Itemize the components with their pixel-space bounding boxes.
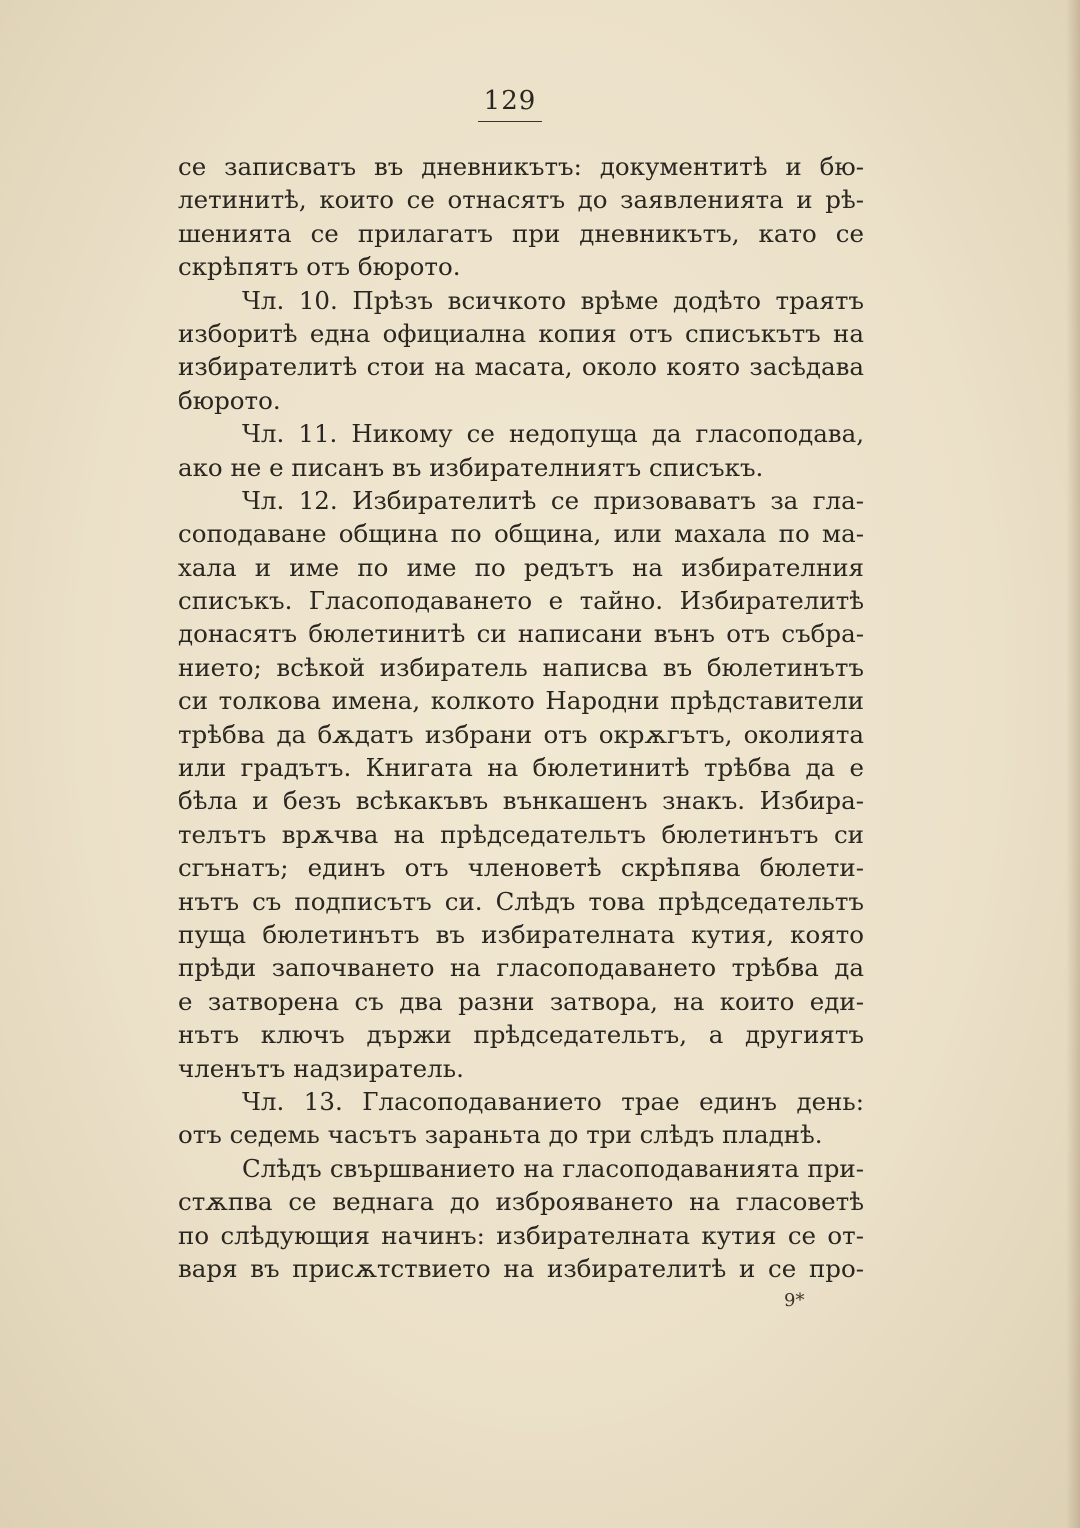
text-line: пуща бюлетинътъ въ избирателната кутия, която bbox=[178, 919, 864, 949]
text-line: стѫпва се веднага до изброяването на гласоветѣ bbox=[178, 1187, 864, 1217]
text-line: бюрото. bbox=[178, 385, 281, 415]
text-line: списъкъ. Гласоподаването е тайно. Избирателитѣ bbox=[178, 586, 864, 616]
page-edge-shadow bbox=[1066, 0, 1080, 1528]
article-12-heading-line: Чл. 12. Избирателитѣ се призоваватъ за гла- bbox=[242, 485, 864, 515]
text-line: или градътъ. Книгата на бюлетинитѣ трѣбва да е bbox=[178, 753, 864, 783]
text-line: членътъ надзиратель. bbox=[178, 1053, 464, 1083]
text-line: скрѣпятъ отъ бюрото. bbox=[178, 252, 461, 282]
text-line: изборитѣ една официална копия отъ списъкътъ на bbox=[178, 318, 864, 348]
text-line: трѣбва да бѫдатъ избрани отъ окрѫгътъ, околията bbox=[178, 719, 864, 749]
text-line: си толкова имена, колкото Народни прѣдставители bbox=[178, 686, 864, 716]
text-line: ако не е писанъ въ избирателниятъ списъкъ. bbox=[178, 452, 764, 482]
text-line: сгънатъ; единъ отъ членоветѣ скрѣпява бюлети- bbox=[178, 853, 864, 883]
article-11-heading-line: Чл. 11. Никому се недопуща да гласоподава, bbox=[242, 419, 864, 449]
text-line: по слѣдующия начинъ: избирателната кутия се от- bbox=[178, 1220, 864, 1250]
text-line: телътъ врѫчва на прѣдседательтъ бюлетинътъ си bbox=[178, 819, 864, 849]
article-13-heading-line: Чл. 13. Гласоподаванието трае единъ день: bbox=[242, 1086, 864, 1116]
text-line: варя въ присѫтствието на избирателитѣ и се про- bbox=[178, 1253, 864, 1283]
text-line: хала и име по име по редътъ на избирателния bbox=[178, 552, 864, 582]
page-number-rule bbox=[478, 121, 542, 122]
text-line: нието; всѣкой избиратель написва въ бюлетинътъ bbox=[178, 652, 864, 682]
text-line: донасятъ бюлетинитѣ си написани вънъ отъ събра- bbox=[178, 619, 864, 649]
text-line: отъ седемь часътъ зараньта до три слѣдъ пладнѣ. bbox=[178, 1120, 823, 1150]
text-line: е затворена съ два разни затвора, на които еди- bbox=[178, 986, 864, 1016]
text-line: избирателитѣ стои на масата, около която засѣдава bbox=[178, 352, 864, 382]
printer-signature-mark: 9* bbox=[784, 1290, 805, 1311]
text-line: шенията се прилагатъ при дневникътъ, като се bbox=[178, 218, 864, 248]
page-number: 129 bbox=[483, 86, 537, 116]
article-10-heading-line: Чл. 10. Прѣзъ всичкото врѣме додѣто траятъ bbox=[242, 285, 864, 315]
text-line: соподаване община по община, или махала по ма- bbox=[178, 519, 864, 549]
text-line: бѣла и безъ всѣкакъвъ вънкашенъ знакъ. Избира- bbox=[178, 786, 864, 816]
body-text bbox=[178, 150, 864, 1285]
text-line: летинитѣ, които се отнасятъ до заявленията и рѣ- bbox=[178, 185, 864, 215]
text-line: нътъ съ подписътъ си. Слѣдъ това прѣдседательтъ bbox=[178, 886, 864, 916]
text-line: се записватъ въ дневникътъ: документитѣ и бю- bbox=[178, 152, 864, 181]
text-line: прѣди започването на гласоподаването трѣбва да bbox=[178, 953, 864, 983]
text-line: нътъ ключъ държи прѣдседательтъ, а другиятъ bbox=[178, 1020, 864, 1050]
paragraph-start-line: Слѣдъ свършванието на гласоподаванията при- bbox=[242, 1153, 864, 1183]
